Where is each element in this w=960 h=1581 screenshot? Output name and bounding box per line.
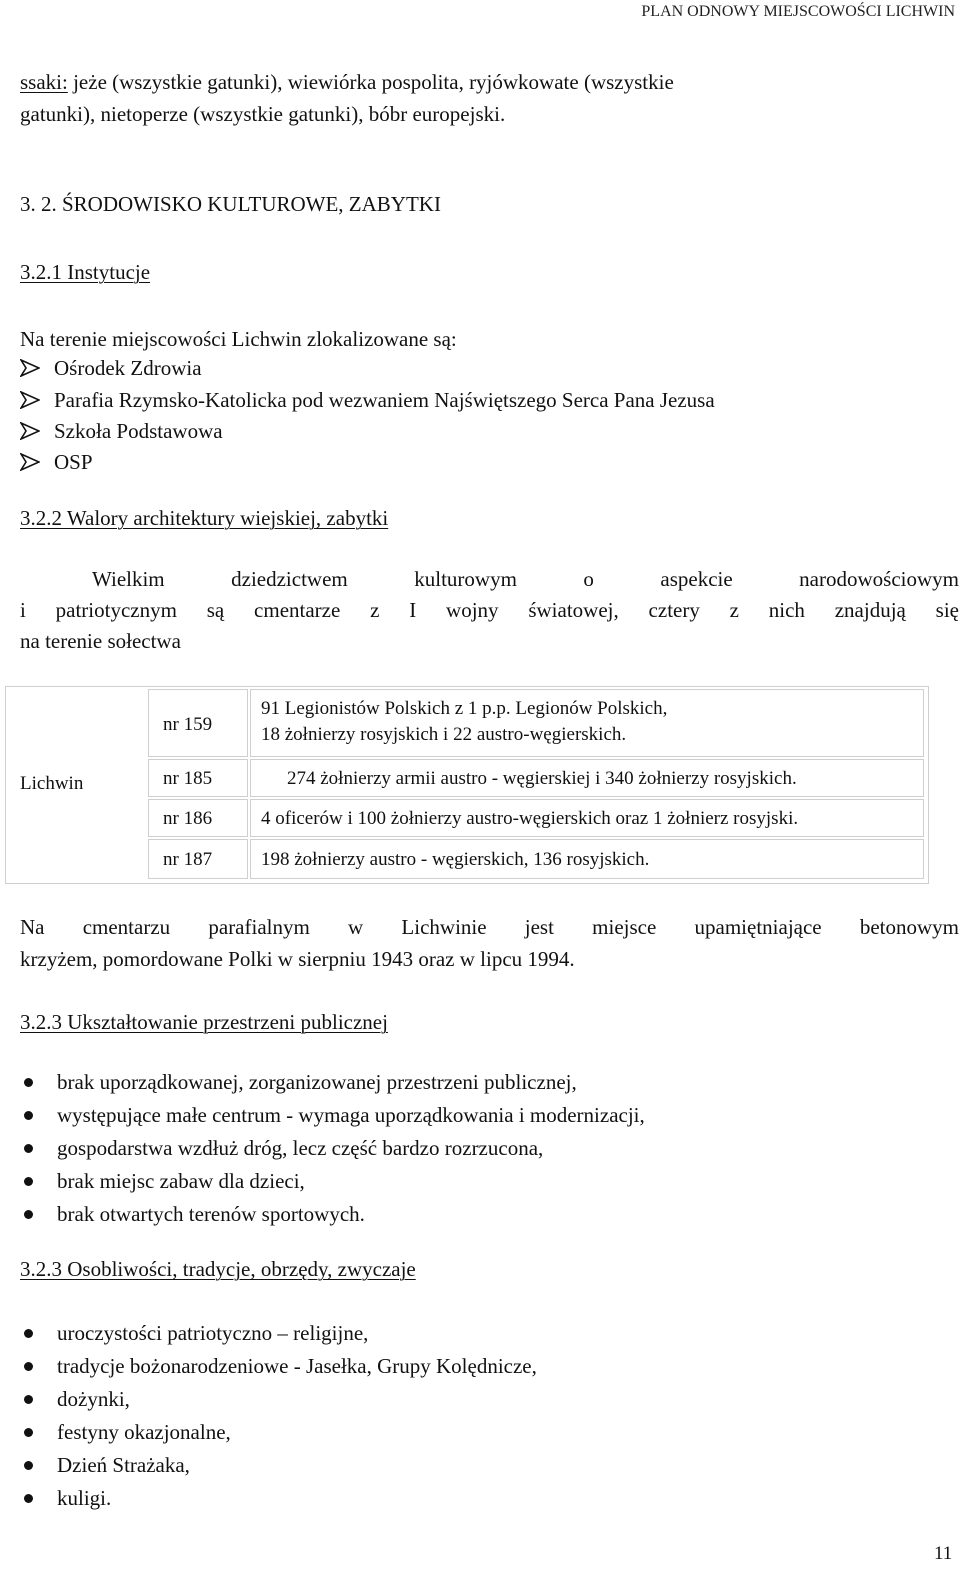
table-row: [250, 799, 924, 837]
tradition-item: [20, 1317, 368, 1349]
bullet-dot-icon: [24, 1461, 33, 1470]
bullet-dot-icon: [24, 1144, 33, 1153]
table-desc-cell: 18 żołnierzy rosyjskich i 22 austro-węgierskich.: [261, 724, 627, 745]
section-3-2-1-title: 3.2.1 Instytucje: [20, 260, 151, 284]
institution-label: OSP: [54, 450, 93, 474]
intro-line-1-text: jeże (wszystkie gatunki), wiewiórka pospolita, ryjówkowate (wszystkie: [67, 70, 674, 94]
arrow-bullet-icon: [20, 384, 54, 416]
institution-label: Ośrodek Zdrowia: [54, 356, 202, 380]
bullet-dot-icon: [24, 1078, 33, 1087]
arrow-bullet-icon: [20, 352, 54, 384]
arrow-bullet-icon: [20, 446, 54, 478]
bullet-dot-icon: [24, 1111, 33, 1120]
table-nr-cell: nr 187: [163, 849, 213, 870]
public-space-item-label: występujące małe centrum - wymaga uporządkowania i modernizacji,: [57, 1103, 645, 1127]
tradition-item-label: uroczystości patriotyczno – religijne,: [57, 1321, 369, 1345]
public-space-item: [20, 1198, 365, 1230]
institution-item: [20, 384, 715, 416]
cemeteries-table: [5, 686, 929, 884]
table-row: [250, 759, 924, 797]
table-row: [148, 799, 248, 837]
section-3-2-2-title: 3.2.2 Walory architektury wiejskiej, zabytki: [20, 506, 389, 530]
public-space-item-label: brak otwartych terenów sportowych.: [57, 1202, 365, 1226]
tradition-item-label: kuligi.: [57, 1486, 112, 1510]
public-space-item-label: brak uporządkowanej, zorganizowanej przestrzeni publicznej,: [57, 1070, 577, 1094]
public-space-item-label: brak miejsc zabaw dla dzieci,: [57, 1169, 305, 1193]
page-number: 11: [934, 1543, 953, 1564]
memorial-line-2: krzyżem, pomordowane Polki w sierpniu 1943 oraz w lipcu 1994.: [20, 947, 575, 971]
heritage-para-line-1: Wielkim dziedzictwem kulturowym o aspekcie narodowościowym: [92, 567, 959, 591]
tradition-item-label: tradycje bożonarodzeniowe - Jasełka, Grupy Kolędnicze,: [57, 1354, 537, 1378]
table-desc-cell: 4 oficerów i 100 żołnierzy austro-węgierskich oraz 1 żołnierz rosyjski.: [261, 808, 799, 829]
bullet-dot-icon: [24, 1395, 33, 1404]
tradition-item-label: Dzień Strażaka,: [57, 1453, 190, 1477]
institution-item: [20, 446, 93, 478]
tradition-item: [20, 1350, 537, 1382]
table-nr-cell: nr 185: [163, 768, 213, 789]
bullet-dot-icon: [24, 1177, 33, 1186]
institution-item: [20, 352, 202, 384]
section-3-2-3-traditions-title: 3.2.3 Osobliwości, tradycje, obrzędy, zwyczaje: [20, 1257, 416, 1281]
table-nr-cell: nr 159: [163, 714, 213, 735]
table-row: [148, 689, 248, 757]
tradition-item: [20, 1482, 111, 1514]
public-space-item: [20, 1165, 305, 1197]
institution-item: [20, 415, 223, 447]
tradition-item-label: dożynki,: [57, 1387, 130, 1411]
table-nr-cell: nr 186: [163, 808, 213, 829]
tradition-item: [20, 1416, 231, 1448]
table-place-cell: [8, 689, 148, 881]
arrow-bullet-icon: [20, 415, 54, 447]
table-place-label: Lichwin: [20, 773, 84, 794]
table-row: [148, 759, 248, 797]
public-space-item: [20, 1066, 577, 1098]
table-desc-cell: 91 Legionistów Polskich z 1 p.p. Legionów Polskich,: [261, 698, 668, 719]
tradition-item-label: festyny okazjonalne,: [57, 1420, 231, 1444]
bullet-dot-icon: [24, 1210, 33, 1219]
table-desc-cell: 198 żołnierzy austro - węgierskich, 136 rosyjskich.: [261, 849, 650, 870]
table-row: [250, 689, 924, 757]
institutions-lead: Na terenie miejscowości Lichwin zlokalizowane są:: [20, 327, 457, 351]
bullet-dot-icon: [24, 1362, 33, 1371]
table-row: [250, 839, 924, 879]
table-row: [148, 839, 248, 879]
public-space-item-label: gospodarstwa wzdłuż dróg, lecz część bardzo rozrzucona,: [57, 1136, 544, 1160]
tradition-item: [20, 1449, 190, 1481]
bullet-dot-icon: [24, 1329, 33, 1338]
tradition-item: [20, 1383, 130, 1415]
section-3-2-3-public-space-title: 3.2.3 Ukształtowanie przestrzeni publicznej: [20, 1010, 388, 1034]
bullet-dot-icon: [24, 1494, 33, 1503]
intro-label: ssaki:: [20, 70, 68, 94]
section-3-2-title: 3. 2. ŚRODOWISKO KULTUROWE, ZABYTKI: [20, 192, 441, 216]
public-space-item: [20, 1132, 543, 1164]
heritage-para-line-2: i patriotycznym są cmentarze z I wojny światowej, cztery z nich znajdują się: [20, 598, 959, 622]
institution-label: Szkoła Podstawowa: [54, 419, 223, 443]
table-desc-cell: 274 żołnierzy armii austro - węgierskiej i 340 żołnierzy rosyjskich.: [287, 768, 797, 789]
intro-line-1: [20, 66, 674, 98]
page-header: PLAN ODNOWY MIEJSCOWOŚCI LICHWIN: [641, 3, 955, 20]
heritage-para-line-3: na terenie sołectwa: [20, 629, 181, 653]
memorial-line-1: Na cmentarzu parafialnym w Lichwinie jest miejsce upamiętniające betonowym: [20, 915, 959, 939]
public-space-item: [20, 1099, 645, 1131]
institution-label: Parafia Rzymsko-Katolicka pod wezwaniem Najświętszego Serca Pana Jezusa: [54, 388, 715, 412]
bullet-dot-icon: [24, 1428, 33, 1437]
intro-line-2: gatunki), nietoperze (wszystkie gatunki), bóbr europejski.: [20, 102, 506, 126]
